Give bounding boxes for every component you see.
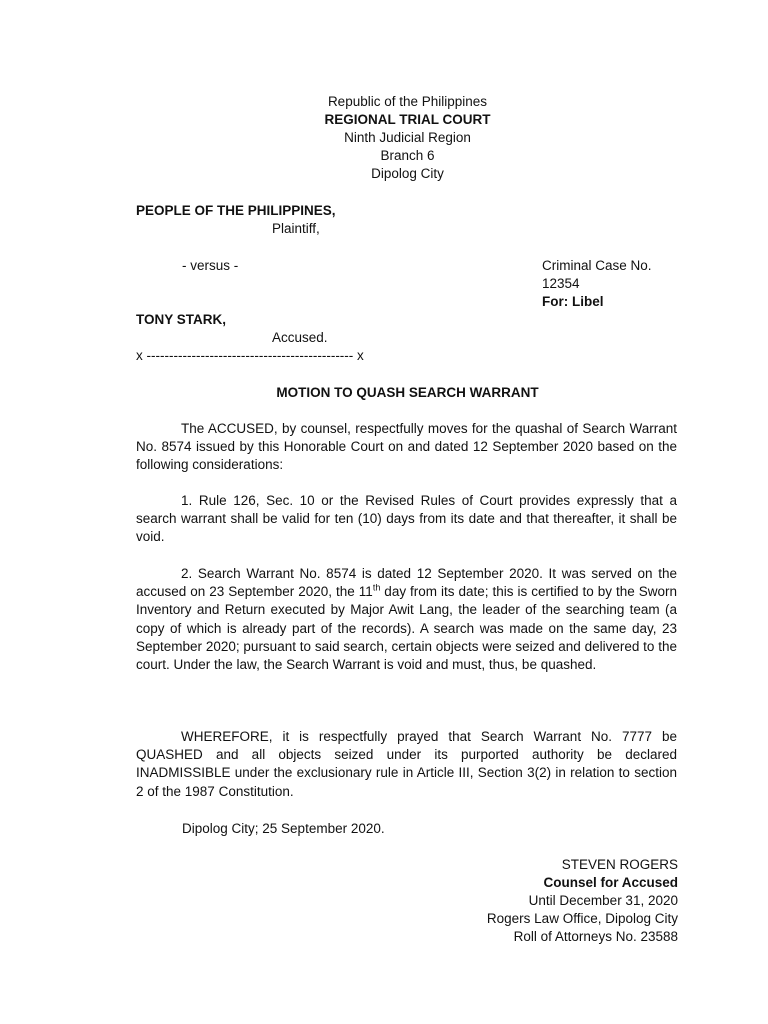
prayer-text: WHEREFORE, it is respectfully prayed that Search Warrant No. 7777 be QUASHED and all objects seized under its purported authority be declared INADMISSIBLE under the exclusionary rule in Article III, Section 3(2) in relation to section 2 of the 1987 Constitution. bbox=[136, 729, 677, 799]
item-2-ordinal-suffix: th bbox=[372, 582, 381, 593]
caption-separator: x ---------------------------------------------- x bbox=[136, 348, 364, 363]
court-country: Republic of the Philippines bbox=[327, 94, 488, 109]
court-branch: Branch 6 bbox=[380, 148, 435, 163]
versus-label: - versus - bbox=[182, 258, 239, 273]
counsel-name: STEVEN ROGERS bbox=[561, 857, 678, 872]
court-region: Ninth Judicial Region bbox=[344, 130, 471, 145]
plaintiff-name: PEOPLE OF THE PHILIPPINES, bbox=[136, 203, 336, 218]
case-number-label: Criminal Case No. bbox=[542, 258, 652, 273]
case-number: 12354 bbox=[542, 276, 580, 291]
plaintiff-role: Plaintiff, bbox=[272, 221, 320, 236]
court-name: REGIONAL TRIAL COURT bbox=[324, 112, 491, 127]
document-title: MOTION TO QUASH SEARCH WARRANT bbox=[276, 385, 539, 400]
intro-paragraph bbox=[136, 420, 677, 475]
case-subject: For: Libel bbox=[542, 294, 604, 309]
item-2-text-a: 2. Search Warrant No. 8574 is dated 12 September 2020. It was served on the accused on 23 September 2020, the 11 bbox=[136, 566, 677, 600]
consideration-item-1 bbox=[136, 492, 677, 547]
item-2-text-b: day from its date; this is certified to by the Sworn Inventory and Return executed by Major Awit Lang, the leader of the searching team (a copy of which is already part of the records). A search was made on the same day, 23 September 2020; pursuant to said search, certain objects were seized and delivered to the court. Under the law, the Search Warrant is void and must, thus, be quashed. bbox=[136, 584, 677, 673]
counsel-validity: Until December 31, 2020 bbox=[528, 893, 678, 908]
prayer-paragraph bbox=[136, 728, 677, 801]
item-1-text: 1. Rule 126, Sec. 10 or the Revised Rules of Court provides expressly that a search warrant shall be valid for ten (10) days from its date and that thereafter, it shall be void. bbox=[136, 493, 677, 545]
court-city: Dipolog City bbox=[371, 166, 444, 181]
accused-name: TONY STARK, bbox=[136, 312, 227, 327]
consideration-item-2 bbox=[136, 565, 677, 674]
accused-role: Accused. bbox=[272, 330, 328, 345]
intro-text: The ACCUSED, by counsel, respectfully moves for the quashal of Search Warrant No. 8574 issued by this Honorable Court on and dated 12 September 2020 based on the following considerations: bbox=[136, 421, 677, 473]
counsel-roll-number: Roll of Attorneys No. 23588 bbox=[513, 929, 678, 944]
counsel-office: Rogers Law Office, Dipolog City bbox=[486, 911, 678, 926]
date-line: Dipolog City; 25 September 2020. bbox=[182, 821, 385, 836]
counsel-title: Counsel for Accused bbox=[543, 875, 678, 890]
